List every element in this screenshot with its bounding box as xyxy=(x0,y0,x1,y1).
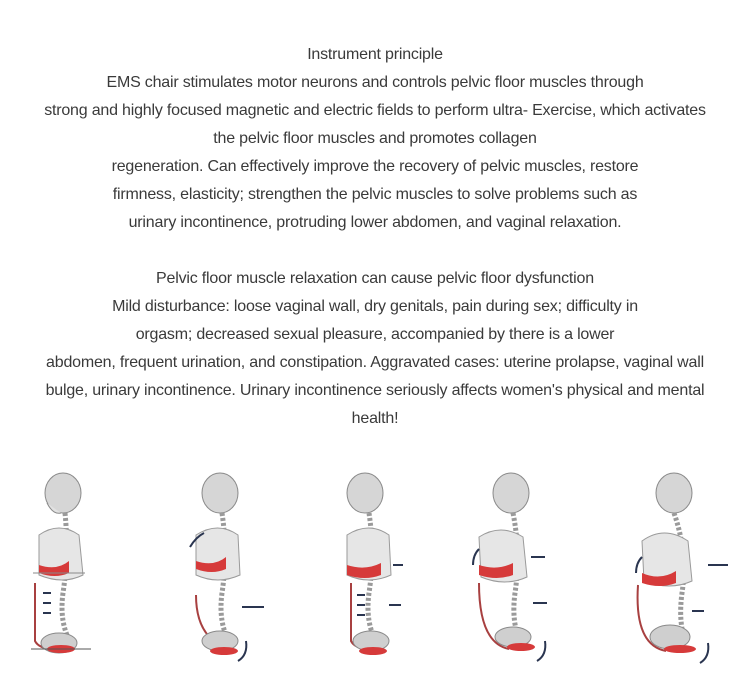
principle-line: strong and highly focused magnetic and electric fields to perform ultra- Exercise, which activates xyxy=(44,102,706,119)
dysfunction-line: Mild disturbance: loose vaginal wall, dry genitals, pain during sex; difficulty in xyxy=(112,298,638,315)
dysfunction-line: abdomen, frequent urination, and constipation. Aggravated cases: uterine prolapse, vaginal wall xyxy=(46,354,704,371)
principle-line: firmness, elasticity; strengthen the pelvic muscles to solve problems such as xyxy=(112,186,638,203)
principle-title: Instrument principle xyxy=(307,46,443,63)
principle-line: the pelvic floor muscles and promotes collagen xyxy=(213,130,537,147)
dysfunction-line: health! xyxy=(351,410,399,427)
dysfunction-line: orgasm; decreased sexual pleasure, accompanied by there is a lower xyxy=(135,326,615,343)
dysfunction-section xyxy=(0,265,750,433)
skeleton-figure-1 xyxy=(25,465,135,675)
principle-line: regeneration. Can effectively improve the recovery of pelvic muscles, restore xyxy=(111,158,639,175)
skeleton-figure-2 xyxy=(180,465,290,675)
skeleton-figure-5 xyxy=(630,465,740,675)
dysfunction-title: Pelvic floor muscle relaxation can cause pelvic floor dysfunction xyxy=(156,270,594,287)
principle-line: EMS chair stimulates motor neurons and controls pelvic floor muscles through xyxy=(106,74,644,91)
principle-line: urinary incontinence, protruding lower abdomen, and vaginal relaxation. xyxy=(128,214,622,231)
skeleton-figure-3 xyxy=(335,465,445,675)
skeleton-figure-4 xyxy=(465,465,575,675)
principle-section xyxy=(0,41,750,237)
dysfunction-line: bulge, urinary incontinence. Urinary incontinence seriously affects women's physical and mental xyxy=(45,382,705,399)
skeleton-illustrations xyxy=(0,465,750,680)
